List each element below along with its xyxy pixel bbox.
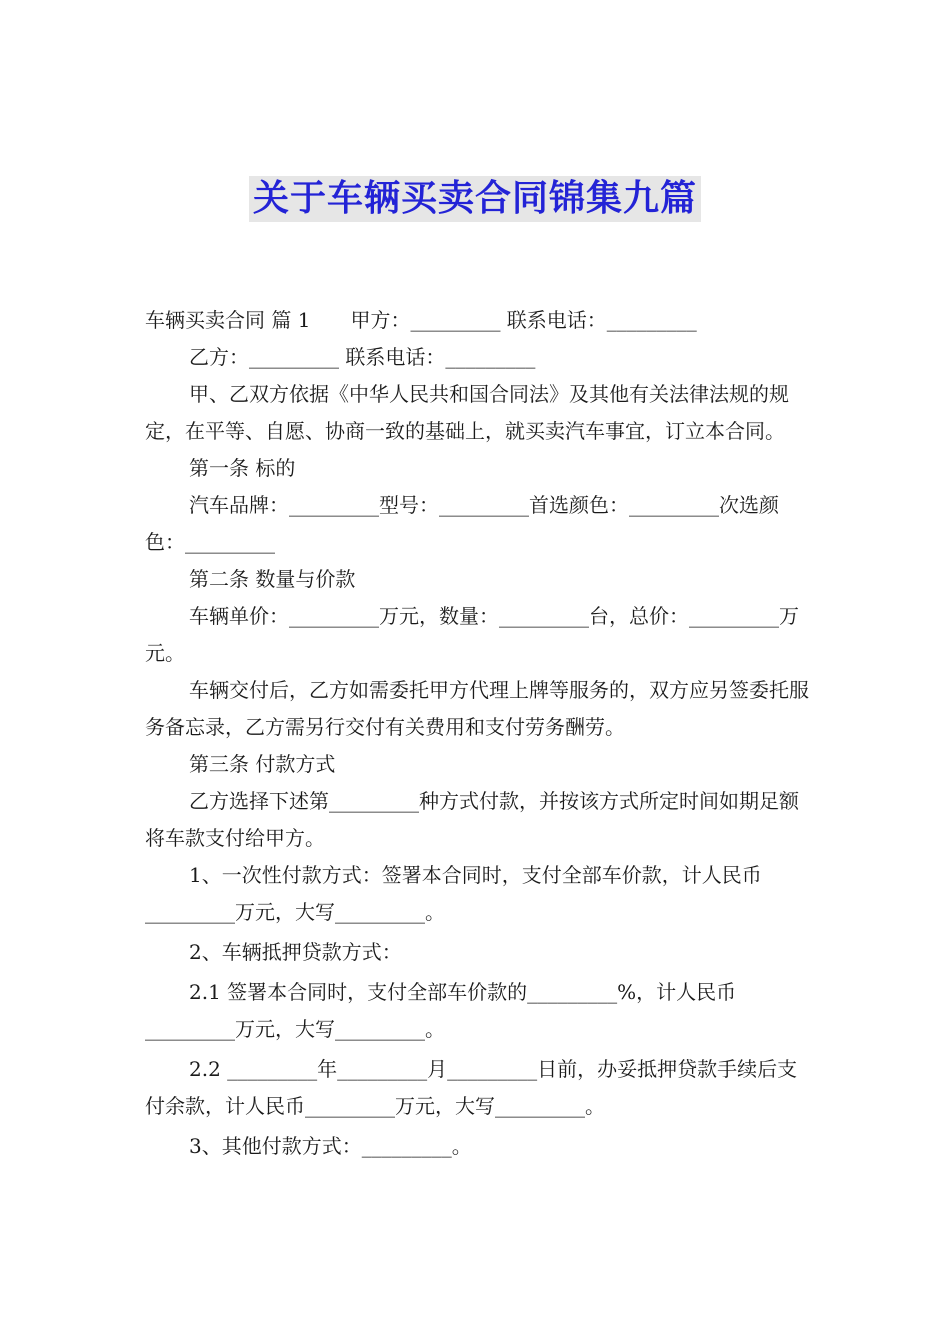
price-paragraph: 车辆单价：_________万元，数量：_________台，总价：_________万元。 [145,604,799,665]
title-container [0,176,950,222]
article-3-heading: 第三条 付款方式 [189,752,336,776]
contract-header-line: 车辆买卖合同 篇 1 甲方：_________ 联系电话：_________ [145,308,697,332]
article-2-heading: 第二条 数量与价款 [189,567,356,591]
other-payment-paragraph: 3、其他付款方式：_________。 [189,1134,472,1158]
vehicle-spec-paragraph: 汽车品牌：_________型号：_________首选颜色：_________次选颜色：_________ [145,493,779,554]
party-b-line: 乙方：_________ 联系电话：_________ [189,345,536,369]
preamble-paragraph: 甲、乙双方依据《中华人民共和国合同法》及其他有关法律法规的规定，在平等、自愿、协商一致的基础上，就买卖汽车事宜，订立本合同。 [145,382,789,443]
payment-choice-paragraph: 乙方选择下述第_________种方式付款，并按该方式所定时间如期足额将车款支付给甲方。 [145,789,799,850]
mortgage-payment-heading: 2、车辆抵押贷款方式： [189,940,402,964]
delivery-service-paragraph: 车辆交付后，乙方如需委托甲方代理上牌等服务的，双方应另签委托服务备忘录，乙方需另行交付有关费用和支付劳务酬劳。 [145,678,809,739]
document-body [145,302,809,1165]
lump-sum-payment-paragraph: 1、一次性付款方式：签署本合同时，支付全部车价款，计人民币_________万元，大写_________。 [145,863,762,924]
mortgage-clause-2-1: 2.1 签署本合同时，支付全部车价款的_________%，计人民币_________万元，大写_________。 [145,980,737,1041]
mortgage-clause-2-2: 2.2 _________年_________月_________日前，办妥抵押贷款手续后支付余款，计人民币_________万元，大写_________。 [145,1057,798,1118]
document-title: 关于车辆买卖合同锦集九篇 [249,176,701,222]
article-1-heading: 第一条 标的 [189,456,296,480]
